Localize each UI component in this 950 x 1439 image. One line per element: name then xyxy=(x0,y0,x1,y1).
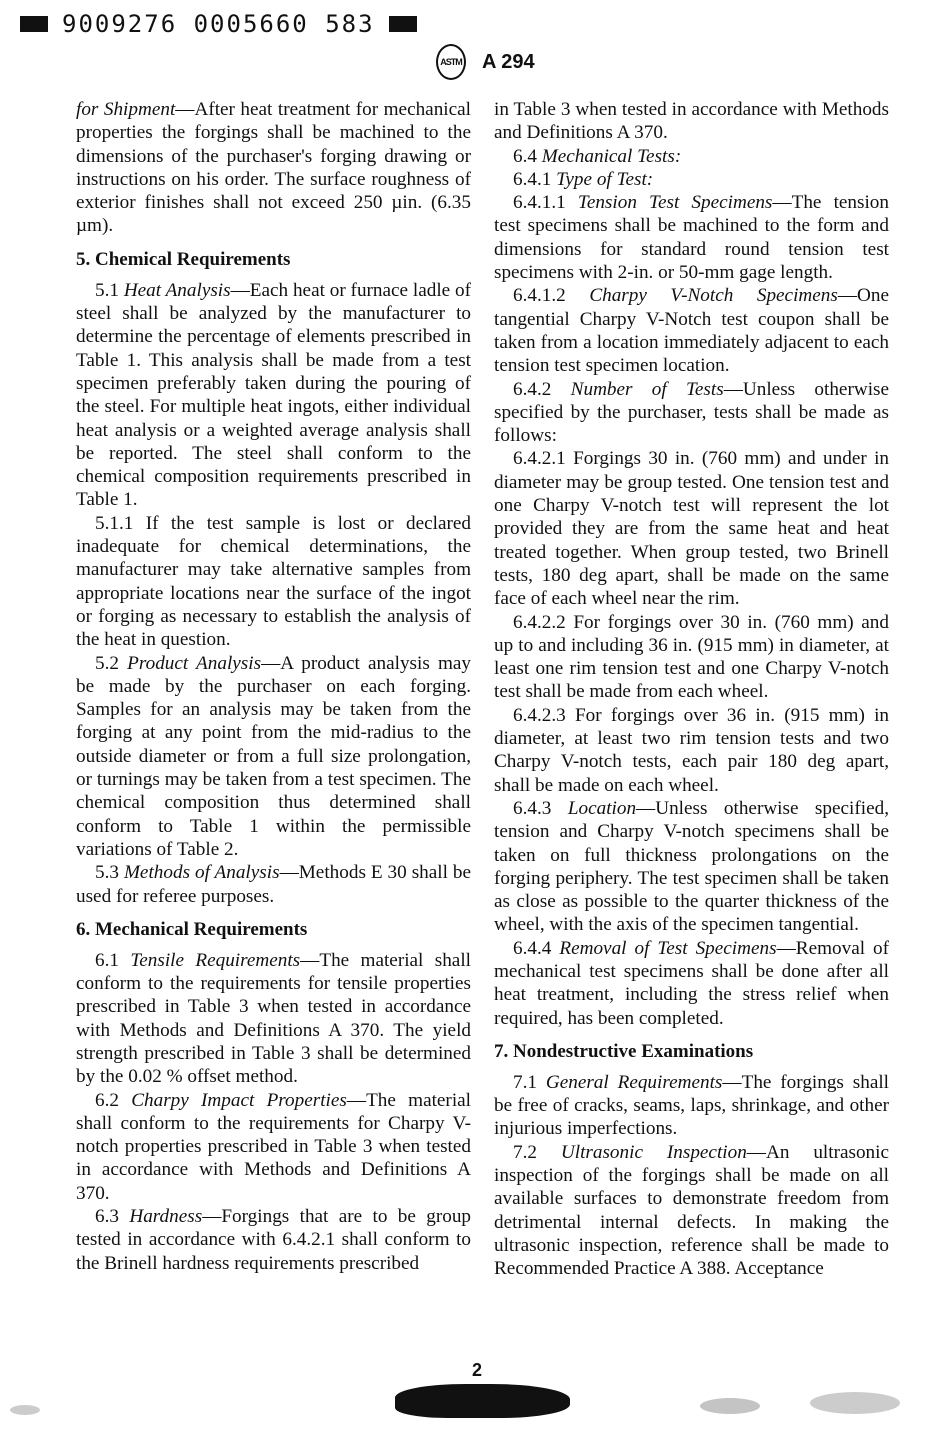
run-text: 6.4.3 xyxy=(513,797,568,819)
run-text: —An ultrasonic inspection of the forgings shall be made on all available surfaces to demonstrate freedom from detrimental internal defects. In making the ultrasonic inspection, reference shall be made to Recommended Practice A 388. Acceptance xyxy=(494,1141,889,1280)
section-heading xyxy=(76,918,471,941)
run-text: 7.2 xyxy=(513,1141,561,1163)
run-italic-title: Hardness xyxy=(129,1206,203,1228)
scan-code: 9009276 0005660 583 xyxy=(62,10,375,38)
section-heading xyxy=(76,248,471,271)
run-text: —The material shall conform to the requirements for tensile properties prescribed in Table 3 when tested in accordance with Methods and Definitions A 370. The yield strength prescribed in Table 3 shall be determined by the 0.02 % offset method. xyxy=(76,949,471,1088)
run-text: —Methods E 30 shall be used for referee purposes. xyxy=(76,862,472,907)
run-text: 7. Nondestructive Examinations xyxy=(494,1040,754,1062)
run-text: 6.4 xyxy=(513,145,542,167)
run-text: 6.4.1.2 xyxy=(513,285,590,307)
run-text: 5.2 xyxy=(95,652,128,674)
run-text: 6.4.2.3 For forgings over 36 in. (915 mm) in diameter, at least two rim tension tests and two Charpy V-notch tests, each pair 180 deg apart, shall be made on each wheel. xyxy=(494,704,889,796)
paragraph xyxy=(76,279,471,512)
run-text: 6.1 xyxy=(95,949,131,971)
paragraph xyxy=(494,378,889,448)
paragraph xyxy=(494,704,889,797)
paragraph xyxy=(494,611,889,704)
run-italic-title: Location xyxy=(567,797,637,819)
run-italic-title: General Requirements xyxy=(545,1071,723,1093)
run-text: 5. Chemical Requirements xyxy=(76,248,291,270)
paragraph xyxy=(76,861,471,908)
run-text: in Table 3 when tested in accordance with Methods and Definitions A 370. xyxy=(494,99,889,144)
paragraph xyxy=(494,191,889,284)
run-text: —Removal of mechanical test specimens shall be done after all heat treatment, including the stress relief when required, has been completed. xyxy=(494,937,890,1029)
run-italic-title: Heat Analysis xyxy=(123,279,231,301)
run-italic-title: for Shipment xyxy=(76,99,176,120)
run-text: 6.4.1.1 xyxy=(513,192,578,214)
run-text: 6.4.1 xyxy=(513,168,557,190)
run-italic-title: Charpy Impact Properties xyxy=(131,1089,347,1111)
run-text: 6.4.2.1 Forgings 30 in. (760 mm) and under in diameter may be group tested. One tension test and one Charpy V-notch test will represent the lot provided they are from the same heat and heat treated together. When group tested, two Brinell tests, 180 deg apart, shall be made on the same face of each wheel near the rim. xyxy=(494,448,889,610)
run-italic-title: Ultrasonic Inspection xyxy=(560,1141,747,1163)
registration-mark xyxy=(20,16,48,32)
run-text: 5.1.1 If the test sample is lost or declared inadequate for chemical determinations, the manufacturer may take alternative samples from appropriate locations near the surface of the ingot or forging as necessary to establish the analysis of the heat in question. xyxy=(76,512,471,651)
left-column xyxy=(76,98,471,1275)
paragraph xyxy=(76,98,471,238)
run-text: —Each heat or furnace ladle of steel shall be analyzed by the manufacturer to determine the percentage of elements prescribed in Table 1. This analysis shall be made from a test specimen preferably taken during the pouring of the steel. For multiple heat ingots, either individual heat analysis or a weighted average analysis shall be reported. The steel shall conform to the chemical composition requirements prescribed in Table 1. xyxy=(76,279,471,511)
run-italic-title: Methods of Analysis xyxy=(123,862,280,884)
run-italic-title: Number of Tests xyxy=(570,378,724,400)
paragraph xyxy=(494,168,889,191)
paragraph xyxy=(494,1141,889,1281)
paragraph xyxy=(76,1205,471,1275)
run-italic-title: Tension Test Specimens xyxy=(577,192,773,214)
paragraph xyxy=(494,98,889,145)
run-italic-title: Tensile Requirements xyxy=(130,949,301,971)
run-text: —Forgings that are to be group tested in accordance with 6.4.2.1 shall conform to the Brinell hardness requirements prescribed xyxy=(76,1206,472,1274)
run-text: —One tangential Charpy V-Notch test coupon shall be taken from a location immediately adjacent to each tension test specimen location. xyxy=(494,285,889,377)
run-italic-title: Product Analysis xyxy=(127,652,262,674)
run-text: —The forgings shall be free of cracks, seams, laps, shrinkage, and other injurious imperfections. xyxy=(494,1071,890,1140)
right-column xyxy=(494,98,889,1281)
run-text: —Unless otherwise specified, tension and Charpy V-notch specimens shall be taken on full thickness prolongations on the forging periphery. The test specimen shall be taken as close as possible to the quarter thickness of the wheel, with the axis of the specimen tangential. xyxy=(494,797,889,936)
run-italic-title: Type of Test: xyxy=(556,168,654,190)
run-text: 6.4.2.2 For forgings over 30 in. (760 mm) and up to and including 36 in. (915 mm) in diameter, at least one rim tension test and one Charpy V-notch test shall be made from each wheel. xyxy=(494,611,889,703)
paragraph xyxy=(494,447,889,610)
page-number: 2 xyxy=(472,1360,483,1380)
run-text: 6.4.2 xyxy=(513,378,571,400)
run-text: —Unless otherwise specified by the purchaser, tests shall be made as follows: xyxy=(494,378,890,447)
run-text: 5.3 xyxy=(95,862,124,884)
run-text: —The tension test specimens shall be machined to the form and dimensions for standard round tension test specimens with 2-in. or 50-mm gage length. xyxy=(494,192,889,284)
paragraph xyxy=(494,797,889,937)
run-text: —The material shall conform to the requirements for Charpy V-notch properties prescribed in Table 3 when tested in accordance with Methods and Definitions A 370. xyxy=(76,1089,471,1204)
paragraph xyxy=(494,145,889,168)
scan-barcode-line xyxy=(20,10,417,38)
run-italic-title: Mechanical Tests: xyxy=(541,145,682,167)
astm-logo-icon: ASTM xyxy=(436,44,466,80)
run-text: 6. Mechanical Requirements xyxy=(76,918,308,940)
paragraph xyxy=(76,652,471,862)
run-text: 6.2 xyxy=(95,1089,132,1111)
standard-designation: A 294 xyxy=(482,50,535,73)
run-text: 6.4.4 xyxy=(513,937,560,959)
run-italic-title: Removal of Test Specimens xyxy=(559,937,777,959)
paragraph xyxy=(76,949,471,1089)
paragraph xyxy=(494,284,889,377)
run-text: 7.1 xyxy=(513,1071,546,1093)
run-text: —After heat treatment for mechanical properties the forgings shall be machined to the dimensions of the purchaser's forging drawing or instructions on his order. The surface roughness of exterior finishes shall not exceed 250 µin. (6.35 µm). xyxy=(76,99,471,237)
run-italic-title: Charpy V-Notch Specimens xyxy=(589,285,838,307)
run-text: 6.3 xyxy=(95,1206,130,1228)
run-text: —A product analysis may be made by the purchaser on each forging. Samples for an analysis may be taken from the forging at any point from the mid-radius to the outside diameter or from a full size prolongation, or turnings may be taken from a test specimen. The chemical composition thus determined shall conform to Table 1 within the permissible variations of Table 2. xyxy=(76,652,471,860)
registration-mark xyxy=(389,16,417,32)
paragraph xyxy=(76,1089,471,1205)
scan-noise xyxy=(10,1405,40,1415)
scan-noise xyxy=(700,1398,760,1414)
section-heading xyxy=(494,1040,889,1063)
paragraph xyxy=(494,937,889,1030)
run-text: 5.1 xyxy=(95,279,124,301)
scan-artifact xyxy=(395,1384,570,1418)
scan-noise xyxy=(810,1392,900,1414)
paragraph xyxy=(76,512,471,652)
paragraph xyxy=(494,1071,889,1141)
page-header xyxy=(436,44,535,80)
